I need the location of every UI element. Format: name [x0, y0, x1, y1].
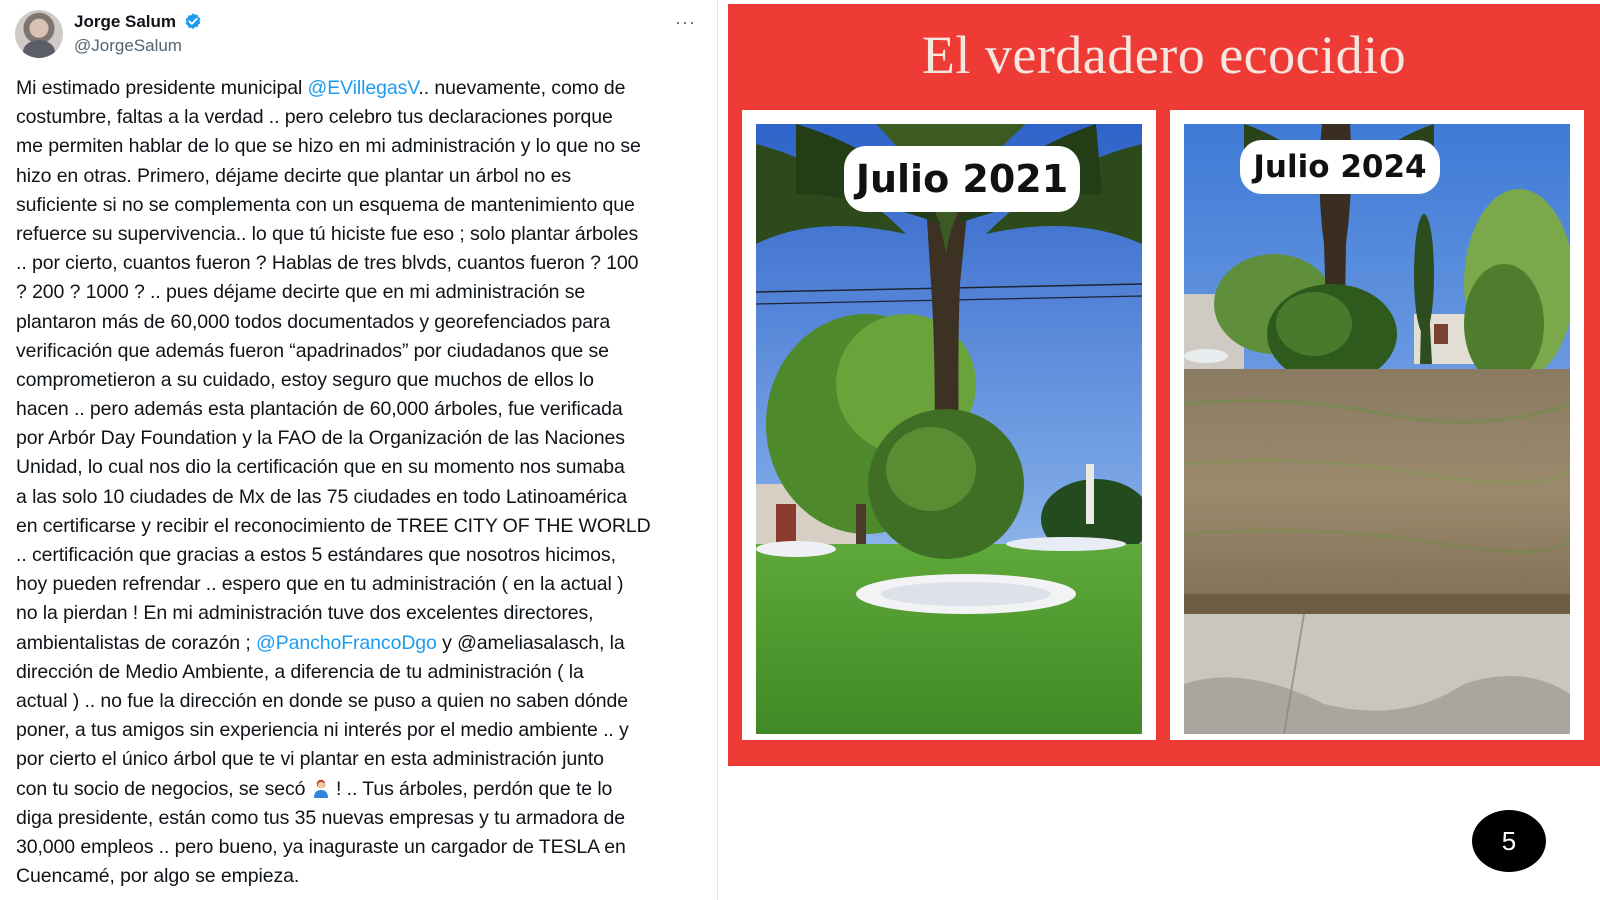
tweet-text-run: a las solo 10 ciudades de Mx de las 75 ciudades en todo Latinoamérica	[16, 485, 627, 508]
tweet-line	[16, 278, 706, 307]
avatar-silhouette	[23, 40, 55, 58]
person-facepalming-icon	[311, 778, 331, 798]
photo-card-2021	[742, 110, 1156, 740]
tweet-text-run: poner, a tus amigos sin experiencia ni interés por el medio ambiente .. y	[16, 719, 629, 742]
tweet-line	[16, 629, 706, 658]
author-display-name[interactable]: Jorge Salum	[74, 12, 177, 31]
tweet-line	[16, 74, 706, 103]
tweet-text-run: comprometieron a su cuidado, estoy seguro que muchos de ellos lo	[16, 368, 594, 391]
tweet-text-run: Mi estimado presidente municipal	[16, 77, 308, 99]
tweet-line	[16, 483, 706, 512]
green-roundabout-illustration	[756, 124, 1142, 734]
tweet-line	[16, 804, 706, 833]
date-label-2024: Julio 2024	[1240, 140, 1440, 194]
tweet-line	[16, 862, 706, 891]
tweet-text-run: me permiten hablar de lo que se hizo en mi administración y lo que no se	[16, 135, 641, 158]
tweet-text-run: 30,000 empleos .. pero bueno, ya inaguraste un cargador de TESLA en	[16, 835, 626, 858]
tweet-text-run: por Arbór Day Foundation y la FAO de la Organización de las Naciones	[16, 427, 625, 450]
tweet-text-run: .. nuevamente, como de	[418, 77, 626, 99]
more-horizontal-icon[interactable]: ···	[675, 12, 696, 32]
tweet-line	[16, 658, 706, 687]
tweet-text-run: verificación que además fueron “apadrinados” por ciudadanos que se	[16, 339, 609, 362]
tweet-text-run: diga presidente, están como tus 35 nuevas empresas y tu armadora de	[16, 806, 625, 829]
tweet-line	[16, 308, 706, 337]
tweet-text-run: ambientalistas de corazón ;	[16, 631, 256, 654]
tweet-line	[16, 249, 706, 278]
page-number-badge: 5	[1472, 810, 1546, 872]
tweet-text-run: ! .. Tus árboles, perdón que te lo	[330, 777, 613, 800]
date-label-2021: Julio 2021	[844, 146, 1080, 212]
tweet-text-run: y @ameliasalasch, la	[436, 631, 625, 654]
tweet-panel	[0, 0, 718, 900]
tweet-text-run: Cuencamé, por algo se empieza.	[16, 865, 300, 888]
tweet-text-run: ? 200 ? 1000 ? .. pues déjame decirte que en mi administración se	[16, 281, 586, 304]
tweet-line	[16, 833, 706, 862]
tweet-text-run: dirección de Medio Ambiente, a diferencia de tu administración ( la	[16, 660, 584, 683]
tweet-text-run: .. por cierto, cuantos fueron ? Hablas de tres blvds, cuantos fueron ? 100	[16, 252, 639, 275]
photo-2021	[756, 124, 1142, 734]
tweet-line	[16, 103, 706, 132]
tweet-text-run: plantaron más de 60,000 todos documentados y georefenciados para	[16, 310, 611, 333]
tweet-line	[16, 395, 706, 424]
mention-link[interactable]: @EVillegasV	[307, 77, 419, 99]
verified-badge-icon	[183, 12, 203, 32]
tweet-text-run: .. certificación que gracias a estos 5 estándares que nosotros hicimos,	[16, 544, 616, 566]
tweet-line	[16, 162, 706, 191]
tweet-text-run: refuerce su supervivencia.. lo que tú hiciste fue eso ; solo plantar árboles	[16, 222, 639, 245]
tweet-text-run: hacen .. pero además esta plantación de 60,000 árboles, fue verificada	[16, 398, 623, 421]
tweet-text-run: en certificarse y recibir el reconocimiento de TREE CITY OF THE WORLD	[16, 514, 651, 537]
tweet-line	[16, 220, 706, 249]
tweet-line	[16, 599, 706, 628]
tweet-line	[16, 424, 706, 453]
tweet-line	[16, 337, 706, 366]
tweet-text	[16, 74, 706, 891]
tweet-text-run: por cierto el único árbol que te vi plantar en esta administración junto	[16, 748, 604, 771]
tweet-text-run: actual ) .. no fue la dirección en donde se puso a quien no saben dónde	[16, 689, 628, 712]
tweet-text-run: con tu socio de negocios, se secó	[16, 777, 311, 800]
tweet-line	[16, 570, 706, 599]
tweet-line	[16, 775, 706, 804]
tweet-line	[16, 512, 706, 541]
tweet-line	[16, 453, 706, 482]
tweet-line	[16, 132, 706, 161]
tweet-line	[16, 687, 706, 716]
tweet-text-run: no la pierdan ! En mi administración tuve dos excelentes directores,	[16, 602, 594, 625]
dry-roundabout-illustration	[1184, 124, 1570, 734]
tweet-text-run: costumbre, faltas a la verdad .. pero celebro tus declaraciones porque	[16, 106, 613, 129]
avatar[interactable]	[15, 10, 63, 58]
tweet-text-run: Unidad, lo cual nos dio la certificación que en su momento nos sumaba	[16, 456, 625, 479]
slide-frame	[728, 4, 1600, 766]
tweet-line	[16, 191, 706, 220]
slide-panel	[718, 0, 1600, 900]
mention-link[interactable]: @PanchoFrancoDgo	[256, 631, 437, 654]
tweet-line	[16, 366, 706, 395]
tweet-line	[16, 541, 706, 570]
tweet-line	[16, 716, 706, 745]
author-handle[interactable]: @JorgeSalum	[74, 36, 182, 55]
tweet-text-run: suficiente si no se complementa con un esquema de mantenimiento que	[16, 193, 635, 216]
tweet-line	[16, 745, 706, 774]
photo-card-2024	[1170, 110, 1584, 740]
tweet-text-run: hizo en otras. Primero, déjame decirte que plantar un árbol no es	[16, 164, 571, 187]
photo-2024	[1184, 124, 1570, 734]
slide-title: El verdadero ecocidio	[921, 25, 1407, 85]
tweet-text-run: hoy pueden refrendar .. espero que en tu administración ( en la actual )	[16, 573, 624, 596]
